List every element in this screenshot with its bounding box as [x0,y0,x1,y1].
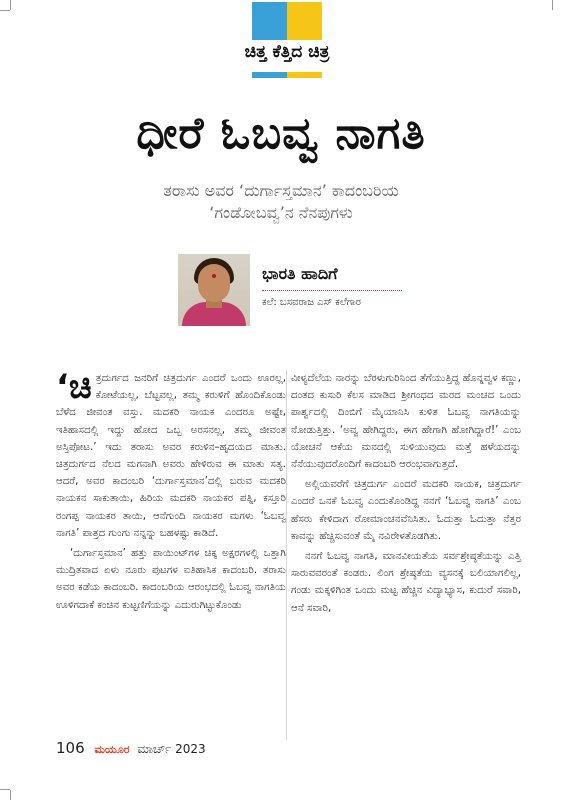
body-paragraph: ‘ದುರ್ಗಾಸ್ತಮಾನ’ ಹತ್ತು ಪಾಯಿಂಟ್‌ಗಳ ಚಿಕ್ಕ ಅಕ್ಷರಗಳಲ್ಲಿ ಒತ್ತಾಗಿ ಮುದ್ರಿತವಾದ ಏಳು ನೂರು ಪುಟಗಳ ಐತಿಹಾಸಿಕ ಕಾದಂಬರಿ. ತರಾಸು ಅವರ ಕಡೆಯ ಕಾದಂಬರಿ. ಕಾದಂಬರಿಯ ಆರಂಭದಲ್ಲಿ ಓಬವ್ವ ನಾಗತಿಯ ಊಳಿಗದಾಕೆ ಕಂಚಿನ ಕುಟ್ಟಣಿಗೆಯನ್ನು ಎದುರುಗಿಟ್ಟುಕೊಂಡು [56,548,286,611]
subtitle-line: ತರಾಸು ಅವರ ‘ದುರ್ಗಾಸ್ತಮಾನ’ ಕಾದಂಬರಿಯ [163,181,399,200]
subtitle-line: ‘ಗಂಡೋಬವ್ವ’ನ ನೆನಪುಗಳು [209,203,353,222]
badge-blue-strip [252,72,287,78]
crop-mark [10,0,11,10]
issue-date: ಮಾರ್ಚ್ 2023 [137,742,206,756]
badge-yellow-strip [287,72,322,78]
photo-face [198,264,230,302]
body-paragraph: ಅಲ್ಲಿಯವರೆಗೆ ಚಿತ್ರದುರ್ಗ ಎಂದರೆ ಮದಕರಿ ನಾಯಕ, ಚಿತ್ರದುರ್ಗ ಎಂದರೆ ಒನಕೆ ಓಬವ್ವ ಎಂದುಕೊಂಡಿದ್ದ ನನಗೆ ‘ಓಬವ್ವ ನಾಗತಿ’ ಎಂಬ ಹೆಸರು ಕೇಳಿದಾಗ ರೋಮಾಂಚನವೆನಿಸಿತು. ಓದುತ್ತಾ ಓದುತ್ತಾ ನೆತ್ತರ ಕಾವನ್ನು ಹೆಚ್ಚಿಸುವಂತೆ ಮೈ ನವಿರೇಳತೊಡಗಿತು. [291,479,521,542]
body-paragraph: ನನಗೆ ಓಬವ್ವ ನಾಗತಿ, ಮಾನವೀಯತೆಯ ಸರ್ವಶ್ರೇಷ್ಠತೆಯನ್ನು ಎತ್ತಿ ಸಾರುವವರಂತೆ ಕಂಡರು. ಲಿಂಗ ಶ್ರೇಷ್ಠತೆಯ ವ್ಯಸನಕ್ಕೆ ಬಲಿಯಾಗಲಿಲ್ಲ, ಗಂಡು ಮಕ್ಕಳಿಗಿಂತ ಒಂದು ಮಟ್ಟ ಹೆಚ್ಚಿನ ವಿದ್ಯಾಭ್ಯಾಸ, ಕುದುರೆ ಸವಾರಿ, ಆನೆ ಸವಾರಿ, [291,551,521,614]
paragraph-text: ತ್ರದುರ್ಗದ ಜನರಿಗೆ ಚಿತ್ರದುರ್ಗ ಎಂದರೆ ಒಂದು ಊರಲ್ಲ, ಕೋಟೆಯಲ್ಲ, ಬೆಟ್ಟವಲ್ಲ, ತಮ್ಮ ಕರುಳಿಗೆ ಹೊಂದಿಕೊಂಡು ಬೆಳೆದ ಜೀವಂತ ವಸ್ತು. ಮದಕರಿ ನಾಯಕ ಎಂದರೂ ಅಷ್ಟೇ, ಇತಿಹಾಸದಲ್ಲಿ ಇದ್ದು ಹೋದ ಒಬ್ಬ ಅರಸನಲ್ಲ, ತಮ್ಮ ಜೀವಂತ ಅಸ್ತಿಪೋಟ.’ ಇದು ತರಾಸು ಅವರ ಕರುಳಿನ–ಹೃದಯದ ಮಾತು. ಚಿತ್ರದುರ್ಗದ ನೆಲದ ಮಗನಾಗಿ ಅವರು ಹೇಳಿರುವ ಈ ಮಾತು ಸತ್ಯ. ಆದರೆ, ಅವರ ಕಾದಂಬರಿ ‘ದುರ್ಗಾಸ್ತಮಾನ’ದಲ್ಲಿ ಬರುವ ಮದಕರಿ ನಾಯಕನ ಸಾಕುತಾಯಿ, ಹಿರಿಯ ಮದಕರಿ ನಾಯಕರ ಪತ್ನಿ, ಕಸ್ತೂರಿ ರಂಗಪ್ಪ ನಾಯಕರ ತಾಯಿ, ಆನೆಗುಂದಿ ನಾಯಕರ ಮಗಳು ‘ಓಬವ್ವ ನಾಗತಿ’ ಪಾತ್ರದ ಗುಂಗು ನನ್ನನ್ನು ಬಹಳಷ್ಟು ಕಾಡಿದೆ. [56,373,286,539]
body-paragraph [56,367,286,542]
crop-mark [0,789,10,790]
crop-mark [0,10,10,11]
photo-bindi [212,274,216,278]
article-subtitle [60,180,502,224]
crop-mark [552,0,553,10]
page-number: 106 [56,739,85,757]
drop-cap: ‘ಚಿ [56,367,92,407]
page-footer [56,739,206,757]
body-column-right [291,370,521,620]
column-divider [286,370,287,740]
article-headline: ಧೀರೆ ಓಬವ್ವ ನಾಗತಿ [136,108,426,159]
body-column-left [56,367,286,617]
artist-credit: ಕಲೆ: ಬಸವರಾಜ ಎಸ್ ಕಲೆಗಾರ [262,297,361,308]
author-photo [178,254,250,326]
section-label: ಚಿತ್ತ ಕೆತ್ತಿದ ಚಿತ್ರ [222,40,352,64]
section-badge [252,2,322,76]
magazine-logo: ಮಯೂರ [94,743,130,756]
author-divider [262,290,402,291]
author-name: ಭಾರತಿ ಹಾದಿಗೆ [262,264,338,283]
crop-mark [10,790,11,800]
body-paragraph: ವೀಳ್ಯದೆಲೆಯ ನಾರನ್ನು ಬೆರಳುಗುರಿನಿಂದ ತೆಗೆಯುತ್ತಿದ್ದ ಹೊನ್ನವ್ವಳ ಕಣ್ಣು, ದಂತದ ಕುಸುರಿ ಕೆಲಸ ಮಾಡಿದ ಶ್ರೀಗಂಧದ ಮರದ ಮಂಚದ ಒಂದು ಪಾರ್ಶ್ವದಲ್ಲಿ ದಿಂಬಿಗೆ ಮೈಯಾನಿಸಿ ಕುಳಿತ ಓಬವ್ವ ನಾಗತಿಯನ್ನು ನೋಡುತ್ತಿತ್ತು. ‘ಅವ್ವ ಹೇಗಿದ್ದರು, ಈಗ ಹೇಗಾಗಿ ಹೋಗಿದ್ದಾರೆ!’ ಎಂಬ ಯೋಚನೆ ಆಕೆಯ ಮನದಲ್ಲಿ ಸುಳಿಯುವುದು ಮತ್ತೆ ಹಳೆಯದನ್ನು ನೆನೆಯುವುದರೊಂದಿಗೆ ಕಾದಂಬರಿ ಆರಂಭವಾಗುತ್ತದೆ. [291,373,521,471]
